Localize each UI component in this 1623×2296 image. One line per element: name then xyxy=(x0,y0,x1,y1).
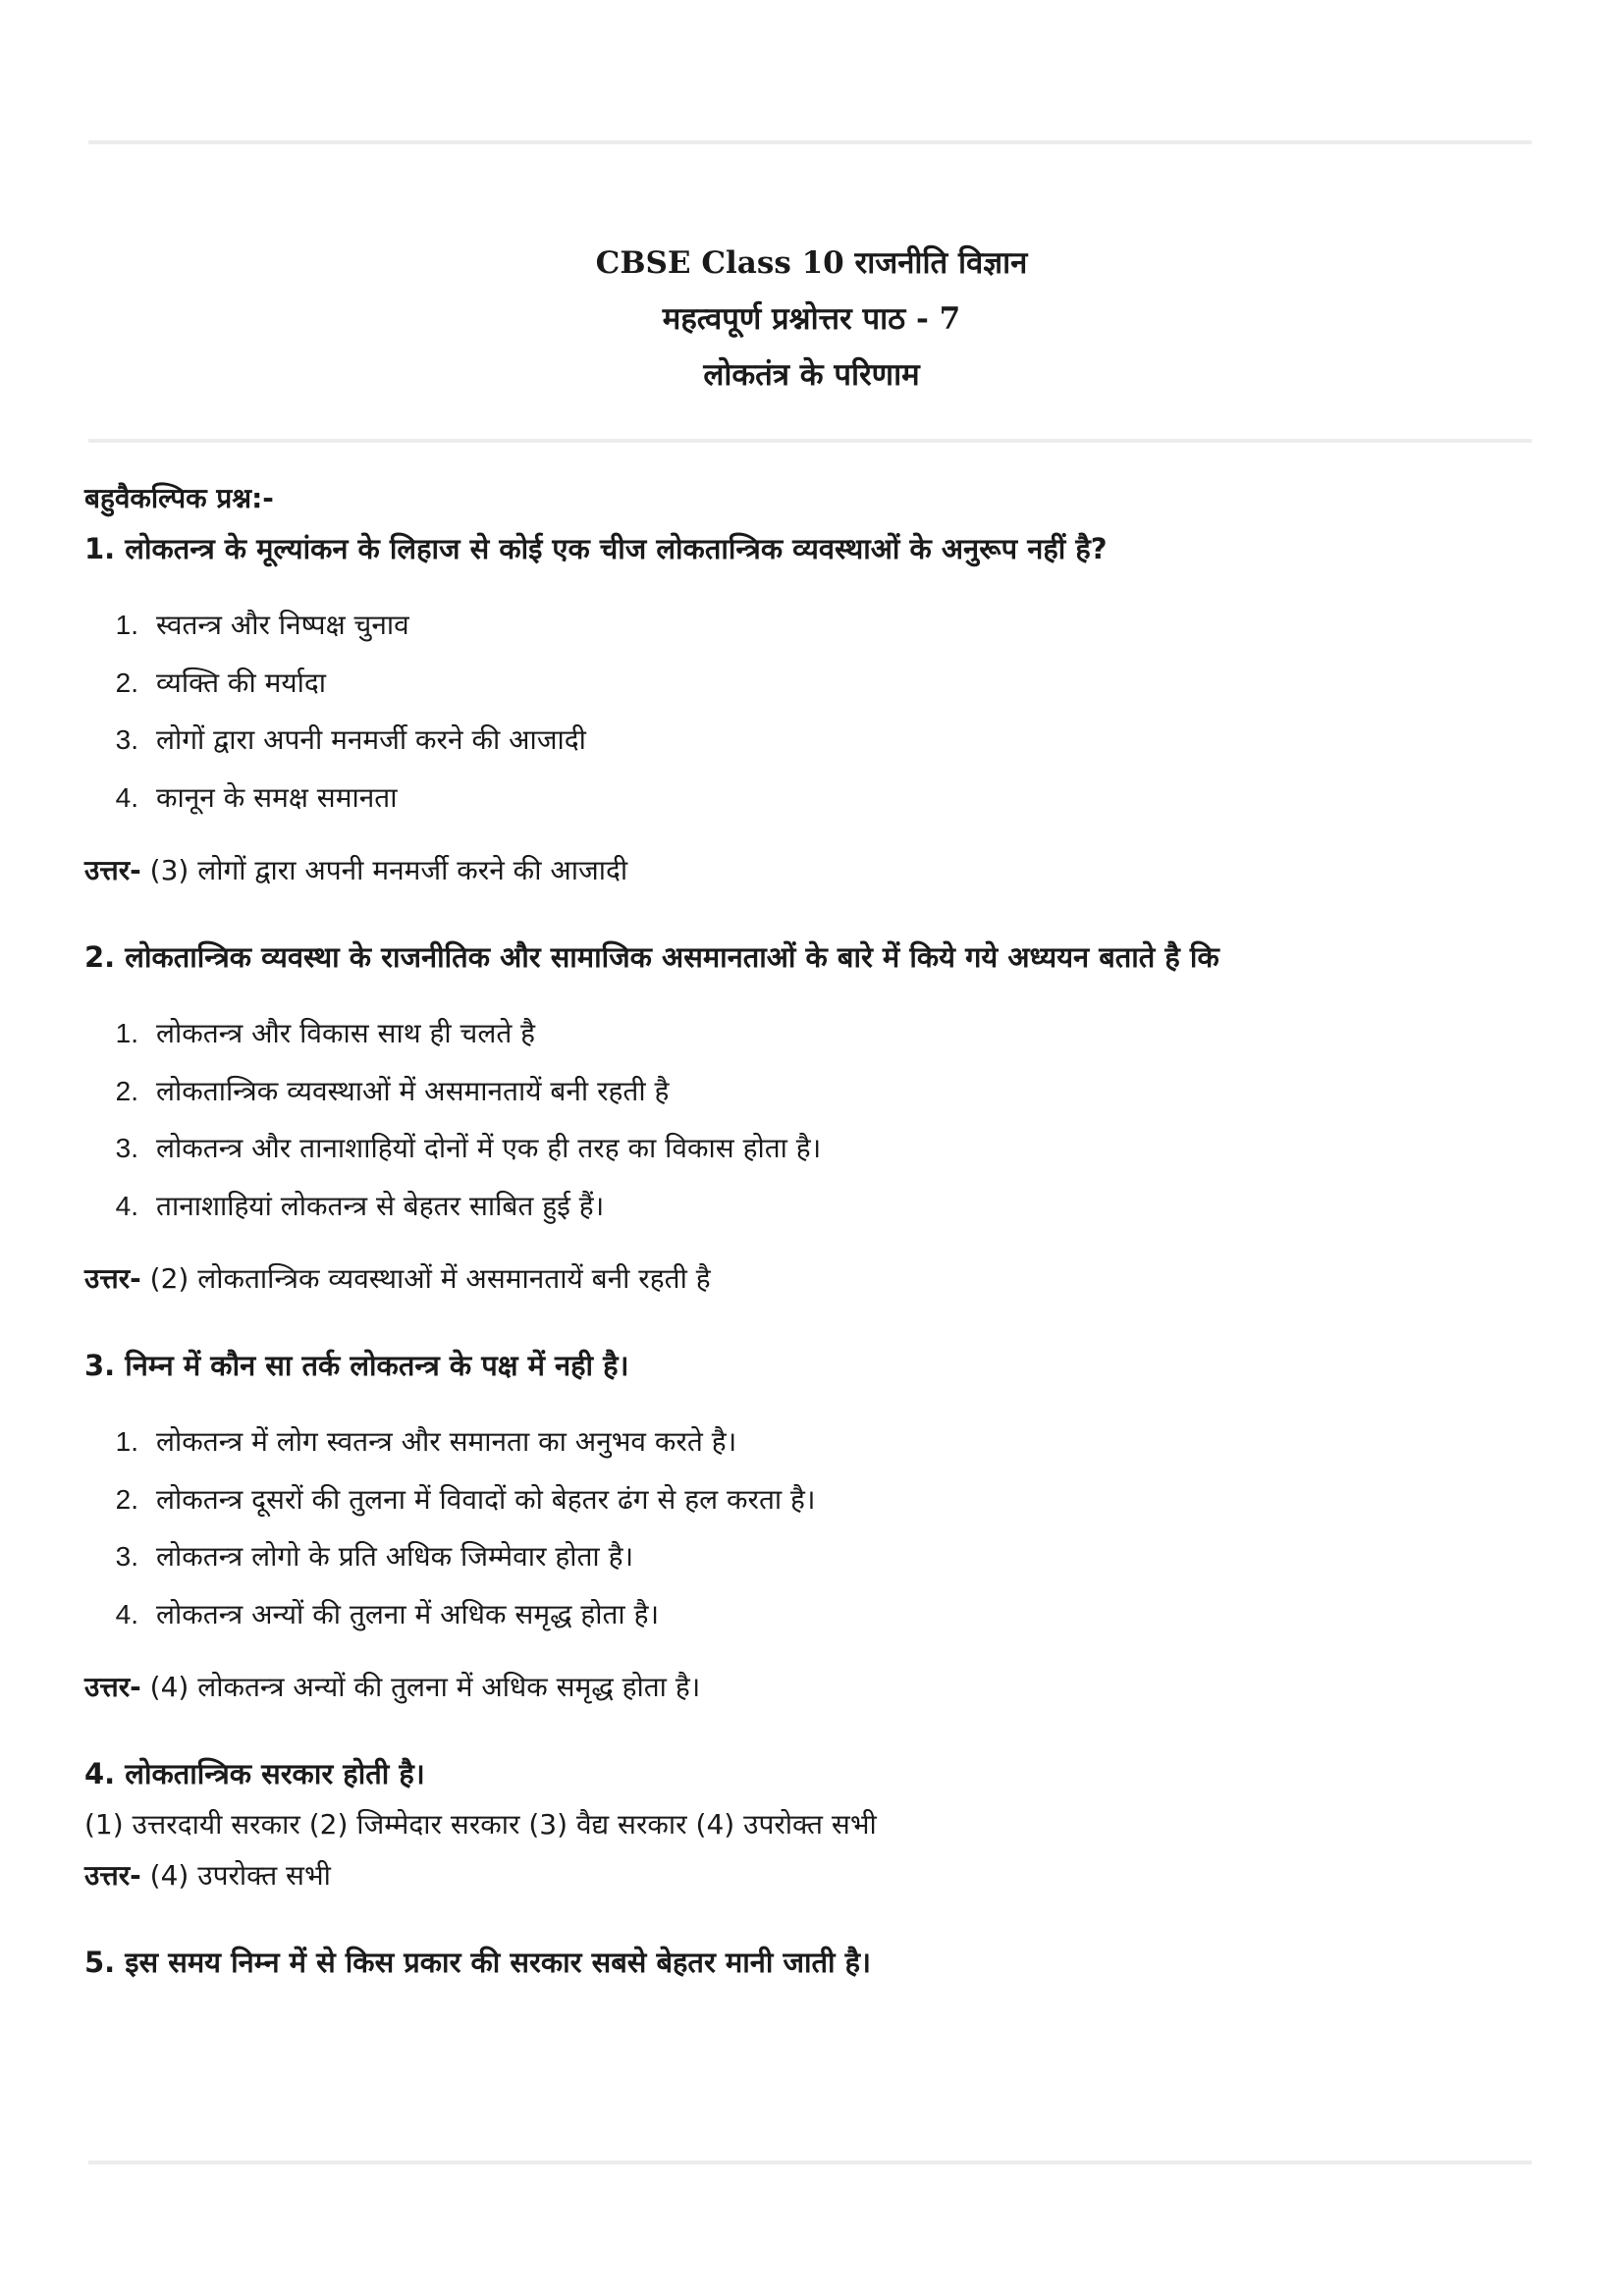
question-2: 2. लोकतान्त्रिक व्यवस्था के राजनीतिक और सामाजिक असमानताओं के बारे में किये गये अध्ययन बताते है कि xyxy=(84,940,1219,974)
option: 1. स्वतन्त्र और निष्पक्ष चुनाव xyxy=(115,609,409,641)
option: 1. लोकतन्त्र और विकास साथ ही चलते है xyxy=(115,1017,536,1049)
option: 3. लोगों द्वारा अपनी मनमर्जी करने की आजादी xyxy=(115,723,586,756)
questions-content xyxy=(84,477,1538,1985)
option: 3. लोकतन्त्र और तानाशाहियों दोनों में एक ही तरह का विकास होता है। xyxy=(115,1132,822,1164)
header-title: CBSE Class 10 राजनीति विज्ञान xyxy=(595,245,1028,281)
answer-1: उत्तर- (3) लोगों द्वारा अपनी मनमर्जी करने की आजादी xyxy=(84,854,628,886)
section-label: बहुवैकल्पिक प्रश्न:- xyxy=(84,482,274,514)
option: 4. कानून के समक्ष समानता xyxy=(115,780,398,814)
inline-options: (1) उत्तरदायी सरकार (2) जिम्मेदार सरकार (3) वैद्य सरकार (4) उपरोक्त सभी xyxy=(84,1808,877,1841)
question-4: 4. लोकतान्त्रिक सरकार होती है। xyxy=(84,1757,425,1790)
option: 2. लोकतान्त्रिक व्यवस्थाओं में असमानतायें बनी रहती है xyxy=(115,1074,670,1107)
option: 4. तानाशाहियां लोकतन्त्र से बेहतर साबित हुई हैं। xyxy=(115,1189,605,1222)
option: 1. लोकतन्त्र में लोग स्वतन्त्र और समानता का अनुभव करते है। xyxy=(115,1425,737,1458)
header-subtitle: महत्वपूर्ण प्रश्नोत्तर पाठ - 7 xyxy=(662,301,961,337)
question-1: 1. लोकतन्त्र के मूल्यांकन के लिहाज से कोई एक चीज लोकतान्त्रिक व्यवस्थाओं के अनुरूप नहीं है? xyxy=(84,532,1108,565)
answer-2: उत्तर- (2) लोकतान्त्रिक व्यवस्थाओं में असमानतायें बनी रहती है xyxy=(84,1262,711,1295)
bottom-divider xyxy=(88,2161,1532,2164)
header-chapter: लोकतंत्र के परिणाम xyxy=(703,357,920,393)
option: 2. व्यक्ति की मर्यादा xyxy=(115,666,326,699)
options-list xyxy=(84,1414,1538,1643)
options-list xyxy=(84,1005,1538,1235)
question-3: 3. निम्न में कौन सा तर्क लोकतन्त्र के पक्ष में नही है। xyxy=(84,1349,629,1382)
header-divider xyxy=(88,439,1532,443)
options-list xyxy=(84,597,1538,827)
option: 2. लोकतन्त्र दूसरों की तुलना में विवादों को बेहतर ढंग से हल करता है। xyxy=(115,1482,816,1516)
option: 4. लोकतन्त्र अन्यों की तुलना में अधिक समृद्ध होता है। xyxy=(115,1597,660,1630)
top-divider xyxy=(88,140,1532,144)
page-header xyxy=(0,236,1623,403)
option: 3. लोकतन्त्र लोगो के प्रति अधिक जिम्मेवार होता है। xyxy=(115,1540,634,1573)
answer-3: उत्तर- (4) लोकतन्त्र अन्यों की तुलना में अधिक समृद्ध होता है। xyxy=(84,1671,701,1703)
answer-4: उत्तर- (4) उपरोक्त सभी xyxy=(84,1859,331,1892)
question-5: 5. इस समय निम्न में से किस प्रकार की सरकार सबसे बेहतर मानी जाती है। xyxy=(84,1946,872,1979)
